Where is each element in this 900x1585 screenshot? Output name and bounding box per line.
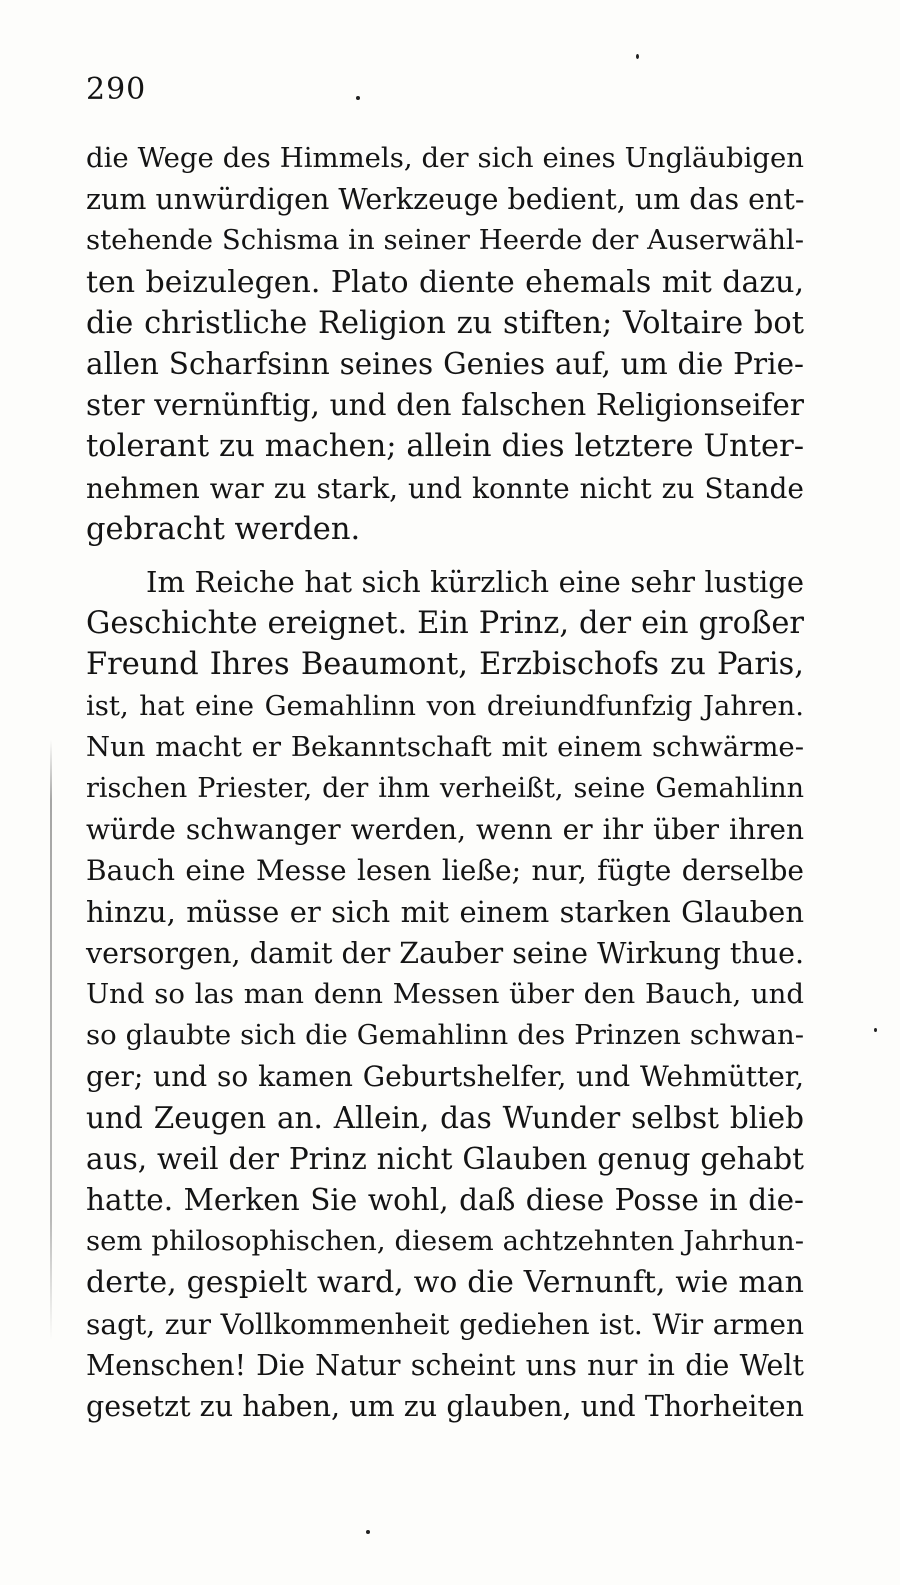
print-speck (874, 1028, 877, 1032)
text-line: versorgen, damit der Zauber seine Wirkung thue. (86, 936, 804, 970)
text-line: ster vernünftig, und den falschen Religionseifer (86, 388, 804, 423)
text-line: ten beizulegen. Plato diente ehemals mit dazu, (86, 264, 804, 300)
text-line: die Wege des Himmels, der sich eines Ungläubigen (86, 142, 804, 174)
text-line: Menschen! Die Natur scheint uns nur in die Welt (86, 1348, 804, 1382)
text-line: hatte. Merken Sie wohl, daß diese Posse in die- (86, 1183, 804, 1218)
text-line: Nun macht er Bekanntschaft mit einem schwärme- (86, 730, 804, 763)
text-line: nehmen war zu stark, und konnte nicht zu Stande (86, 471, 804, 505)
text-line: Geschichte ereignet. Ein Prinz, der ein großer (86, 606, 804, 642)
print-speck (356, 96, 360, 100)
paragraph-2 (86, 562, 804, 1427)
text-line: aus, weil der Prinz nicht Glauben genug gehabt (86, 1141, 804, 1176)
text-line: derte, gespielt ward, wo die Vernunft, wie man (86, 1265, 804, 1301)
text-line: gebracht werden. (86, 511, 361, 547)
margin-binding-shadow (50, 740, 52, 1340)
text-line: und Zeugen an. Allein, das Wunder selbst blieb (86, 1100, 804, 1135)
text-line: Bauch eine Messe lesen ließe; nur, fügte derselbe (86, 854, 804, 888)
paragraph-1 (86, 138, 804, 550)
text-line: würde schwanger werden, wenn er ihr über ihren (86, 813, 804, 847)
text-line: allen Scharfsinn seines Genies auf, um die Prie- (86, 347, 804, 382)
text-line: rischen Priester, der ihm verheißt, seine Gemahlinn (86, 773, 804, 805)
text-line: sem philosophischen, diesem achtzehnten Jahrhun- (86, 1225, 804, 1258)
print-speck (366, 1530, 370, 1534)
text-line: hinzu, müsse er sich mit einem starken Glauben (86, 894, 804, 929)
text-line: sagt, zur Vollkommenheit gediehen ist. Wir armen (86, 1307, 804, 1341)
text-line: ger; und so kamen Geburtshelfer, und Wehmütter, (86, 1060, 804, 1094)
text-line: gesetzt zu haben, um zu glauben, und Thorheiten (86, 1390, 804, 1424)
text-line: ist, hat eine Gemahlinn von dreiundfunfzig Jahren. (86, 689, 804, 722)
text-line: stehende Schisma in seiner Heerde der Auserwähl- (86, 224, 804, 257)
text-line: zum unwürdigen Werkzeuge bedient, um das ent- (86, 183, 805, 217)
text-line: tolerant zu machen; allein dies letztere Unter- (86, 429, 804, 465)
text-line: die christliche Religion zu stiften; Voltaire bot (86, 305, 804, 341)
text-line: so glaubte sich die Gemahlinn des Prinzen schwan- (86, 1019, 804, 1052)
page-number: 290 (86, 72, 147, 107)
print-speck (636, 54, 639, 59)
text-line: Und so las man denn Messen über den Bauch, und (86, 978, 804, 1011)
text-line: Freund Ihres Beaumont, Erzbischofs zu Paris, (86, 647, 804, 683)
text-line: Im Reiche hat sich kürzlich eine sehr lustige (146, 565, 804, 599)
